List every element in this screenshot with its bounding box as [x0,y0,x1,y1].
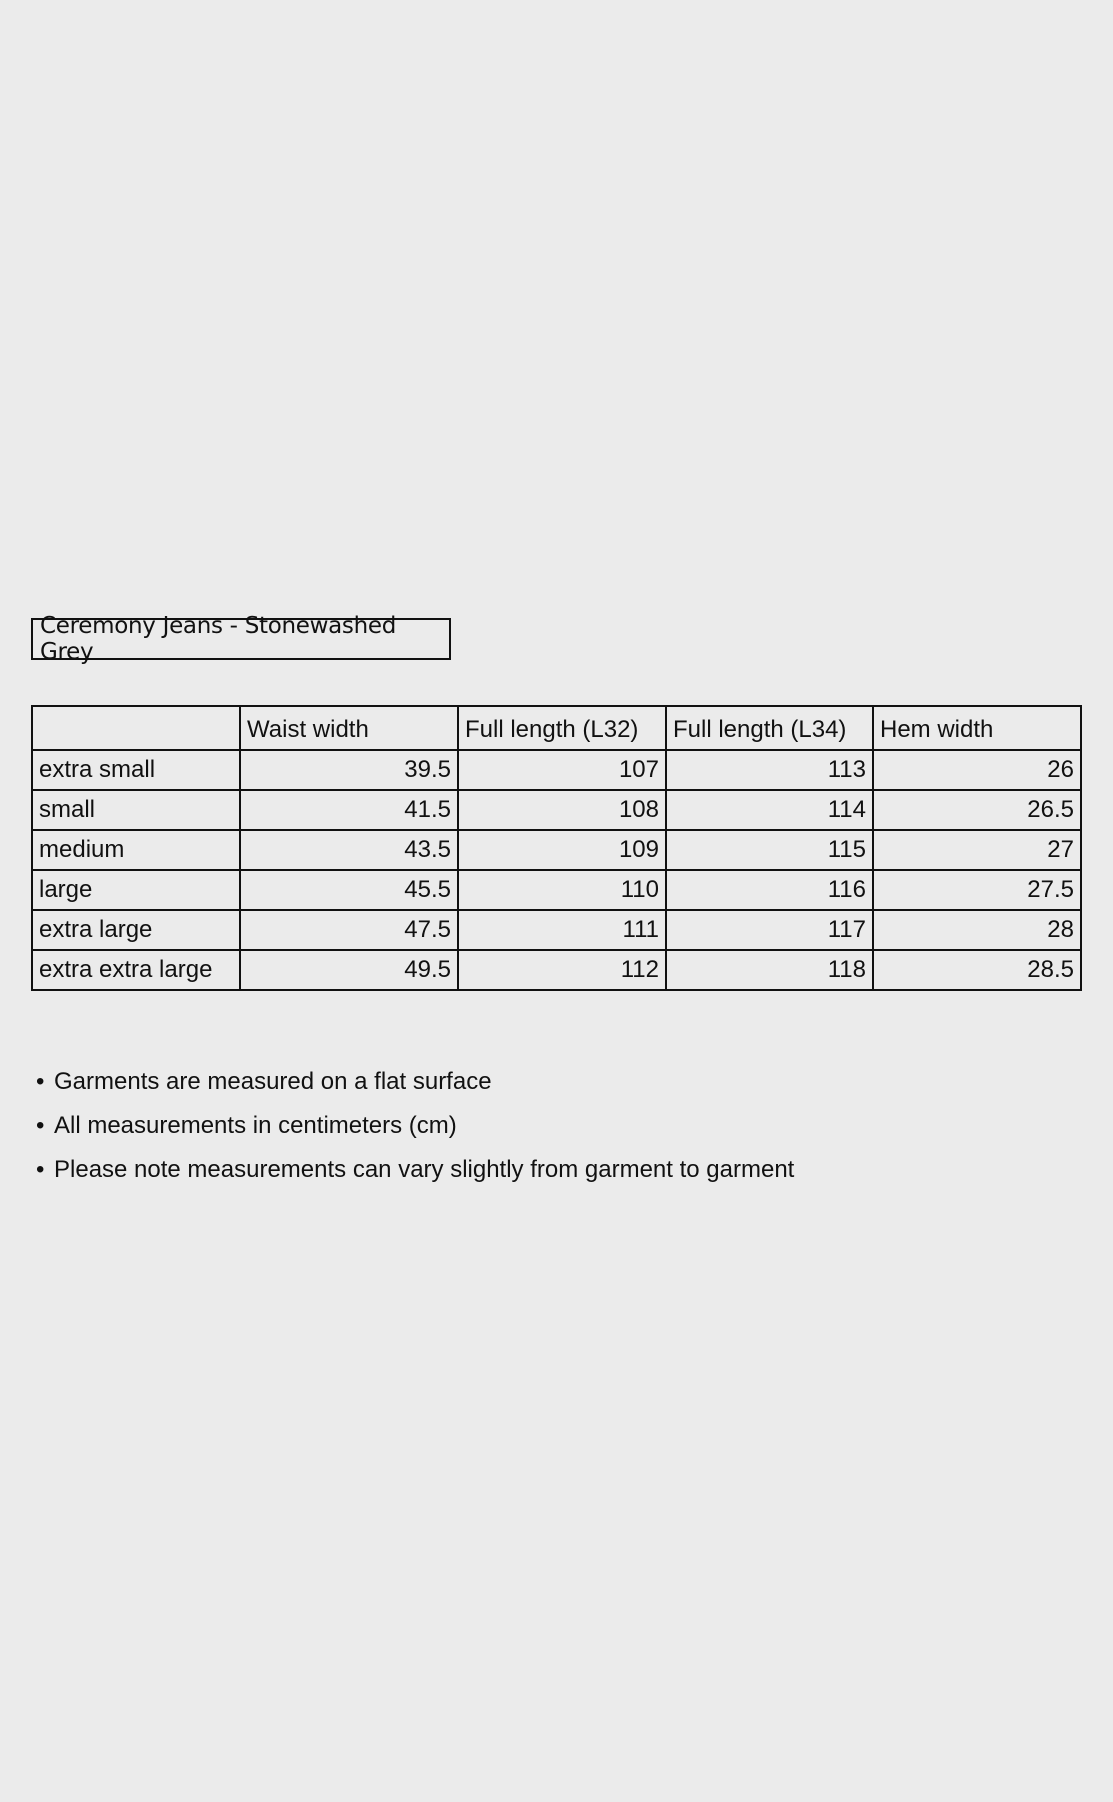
waist-width-value: 47.5 [240,910,458,950]
header-hem-width: Hem width [873,706,1081,750]
full-length-l32-value: 110 [458,870,666,910]
header-waist-width: Waist width [240,706,458,750]
size-chart-table [31,705,1082,991]
hem-width-value: 27 [873,830,1081,870]
full-length-l32-value: 112 [458,950,666,990]
full-length-l32-value: 111 [458,910,666,950]
hem-width-value: 28.5 [873,950,1081,990]
bullet-icon: • [36,1112,45,1139]
note-text: All measurements in centimeters (cm) [54,1112,457,1139]
full-length-l32-value: 109 [458,830,666,870]
header-size [32,706,240,750]
product-title: Ceremony Jeans - Stonewashed Grey [40,613,397,665]
waist-width-value: 49.5 [240,950,458,990]
note-item [36,1060,794,1104]
bullet-icon: • [36,1068,45,1095]
header-full-length-l34: Full length (L34) [666,706,873,750]
waist-width-value: 39.5 [240,750,458,790]
full-length-l32-value: 107 [458,750,666,790]
size-label: extra extra large [32,950,240,990]
full-length-l32-value: 108 [458,790,666,830]
size-label: large [32,870,240,910]
note-item [36,1148,794,1192]
table-row [32,950,1081,990]
size-label: small [32,790,240,830]
size-label: medium [32,830,240,870]
full-length-l34-value: 114 [666,790,873,830]
waist-width-value: 43.5 [240,830,458,870]
full-length-l34-value: 117 [666,910,873,950]
waist-width-value: 41.5 [240,790,458,830]
waist-width-value: 45.5 [240,870,458,910]
full-length-l34-value: 118 [666,950,873,990]
table-row [32,790,1081,830]
hem-width-value: 26.5 [873,790,1081,830]
size-label: extra large [32,910,240,950]
table-header-row [32,706,1081,750]
table-row [32,750,1081,790]
note-item [36,1104,794,1148]
size-label: extra small [32,750,240,790]
full-length-l34-value: 116 [666,870,873,910]
hem-width-value: 28 [873,910,1081,950]
table-row [32,830,1081,870]
hem-width-value: 26 [873,750,1081,790]
full-length-l34-value: 115 [666,830,873,870]
full-length-l34-value: 113 [666,750,873,790]
hem-width-value: 27.5 [873,870,1081,910]
table-row [32,870,1081,910]
note-text: Garments are measured on a flat surface [54,1068,492,1095]
product-title-box [31,613,451,665]
measurement-notes [36,1060,794,1192]
note-text: Please note measurements can vary slightly from garment to garment [54,1156,795,1183]
bullet-icon: • [36,1156,45,1183]
table-row [32,910,1081,950]
header-full-length-l32: Full length (L32) [458,706,666,750]
